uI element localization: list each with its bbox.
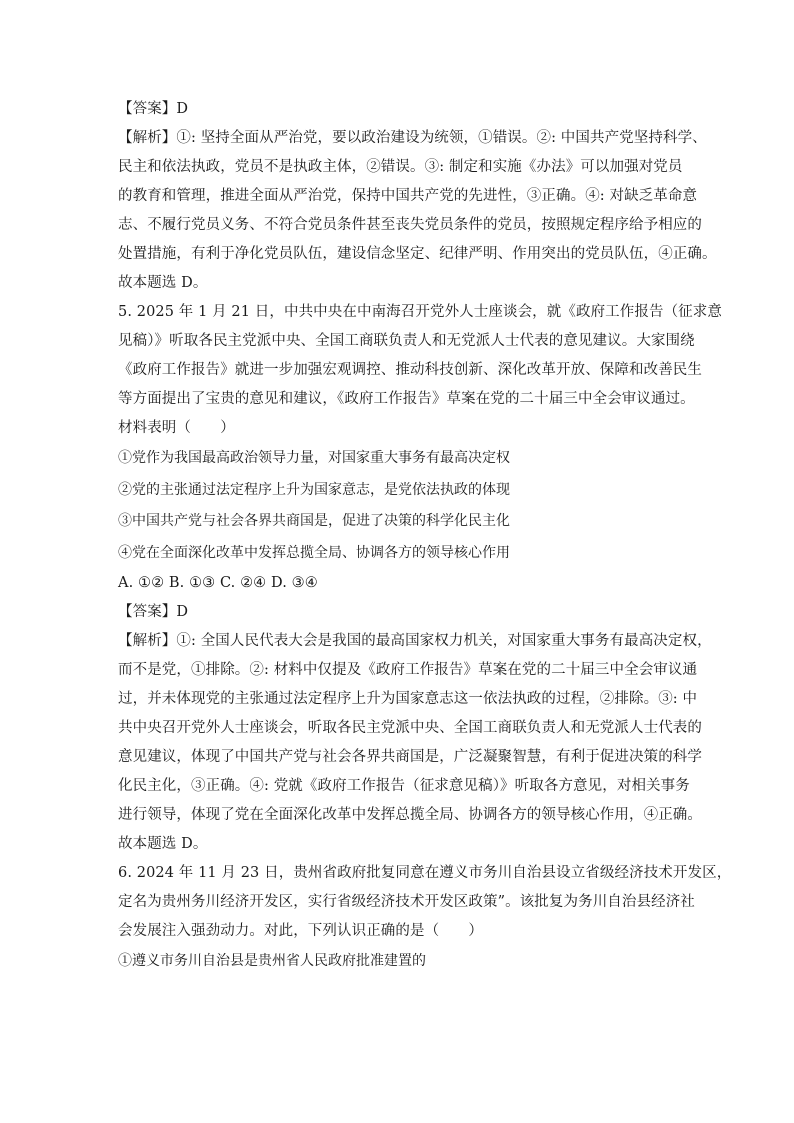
analysis-line: 处置措施，有利于净化党员队伍，建设信念坚定、纪律严明、作用突出的党员队伍，④正确。 [118,246,717,262]
question-5-stem: 见稿）》听取各民主党派中央、全国工商联负责人和无党派人士代表的意见建议。大家围绕 [118,333,695,349]
question-5-statement: ②党的主张通过法定程序上升为国家意志，是党依法执政的体现 [118,481,510,498]
question-5-stem: 5. 2025 年 1 月 21 日，中共中央在中南海召开党外人士座谈会，就《政府工作报告（征求意 [118,304,722,320]
question-6-stem: 会发展注入强劲动力。对此，下列认识正确的是（ ） [118,923,483,939]
analysis-line: 共中央召开党外人士座谈会，听取各民主党派中央、全国工商联负责人和无党派人士代表的 [118,720,702,736]
question-5-statement: ③中国共产党与社会各界共商国是，促进了决策的科学化民主化 [118,513,510,529]
analysis-line: 【解析】①: 全国人民代表大会是我国的最高国家权力机关，对国家重大事务有最高决定权， [118,633,712,649]
question-6-stem: 定名为贵州务川经济开发区，实行省级经济技术开发区政策”。该批复为务川自治县经济社 [118,894,695,910]
question-5-prompt: 材料表明（ ） [118,420,235,436]
analysis-line: 意见建议，体现了中国共产党与社会各界共商国是，广泛凝聚智慧，有利于促进决策的科学 [118,749,702,765]
conclusion-line: 故本题选 D。 [118,836,208,852]
analysis-line: 民主和依法执政，党员不是执政主体，②错误。③: 制定和实施《办法》可以加强对党员 [118,159,683,175]
question-5-choices: A. ①② B. ①③ C. ②④ D. ③④ [118,575,318,591]
question-6-stem: 6. 2024 年 11 月 23 日，贵州省政府批复同意在遵义市务川自治县设立省级经济技术开发区， [118,865,732,881]
question-5-statement: ④党在全面深化改革中发挥总揽全局、协调各方的领导核心作用 [118,544,510,561]
conclusion-line: 故本题选 D。 [118,275,208,291]
analysis-line: 的教育和管理，推进全面从严治党，保持中国共产党的先进性，③正确。④: 对缺乏革命意 [118,188,698,204]
analysis-line: 化民主化，③正确。④: 党就《政府工作报告（征求意见稿）》听取各方意见，对相关事务 [118,778,690,794]
analysis-line: 志、不履行党员义务、不符合党员条件甚至丧失党员条件的党员，按照规定程序给予相应的 [118,217,702,233]
document-page [118,95,732,978]
question-5-stem: 等方面提出了宝贵的意见和建议，《政府工作报告》草案在党的二十届三中全会审议通过。 [118,391,695,407]
question-5-statement: ①党作为我国最高政治领导力量，对国家重大事务有最高决定权 [118,450,510,466]
analysis-line: 而不是党，①排除。②: 材料中仅提及《政府工作报告》草案在党的二十届三中全会审议通 [118,662,698,678]
analysis-line: 进行领导，体现了党在全面深化改革中发挥总揽全局、协调各方的领导核心作用，④正确。 [118,807,702,823]
answer-label: 【答案】D [118,101,189,117]
answer-label: 【答案】D [118,604,189,620]
analysis-line: 过，并未体现党的主张通过法定程序上升为国家意志这一依法执政的过程，②排除。③: 中 [118,691,698,707]
analysis-line: 【解析】①: 坚持全面从严治党，要以政治建设为统领，①错误。②: 中国共产党坚持科学、 [118,130,707,146]
question-5-stem: 《政府工作报告》就进一步加强宏观调控、推动科技创新、深化改革开放、保障和改善民生 [118,362,702,378]
question-6-statement: ①遵义市务川自治县是贵州省人民政府批准建置的 [118,953,426,969]
